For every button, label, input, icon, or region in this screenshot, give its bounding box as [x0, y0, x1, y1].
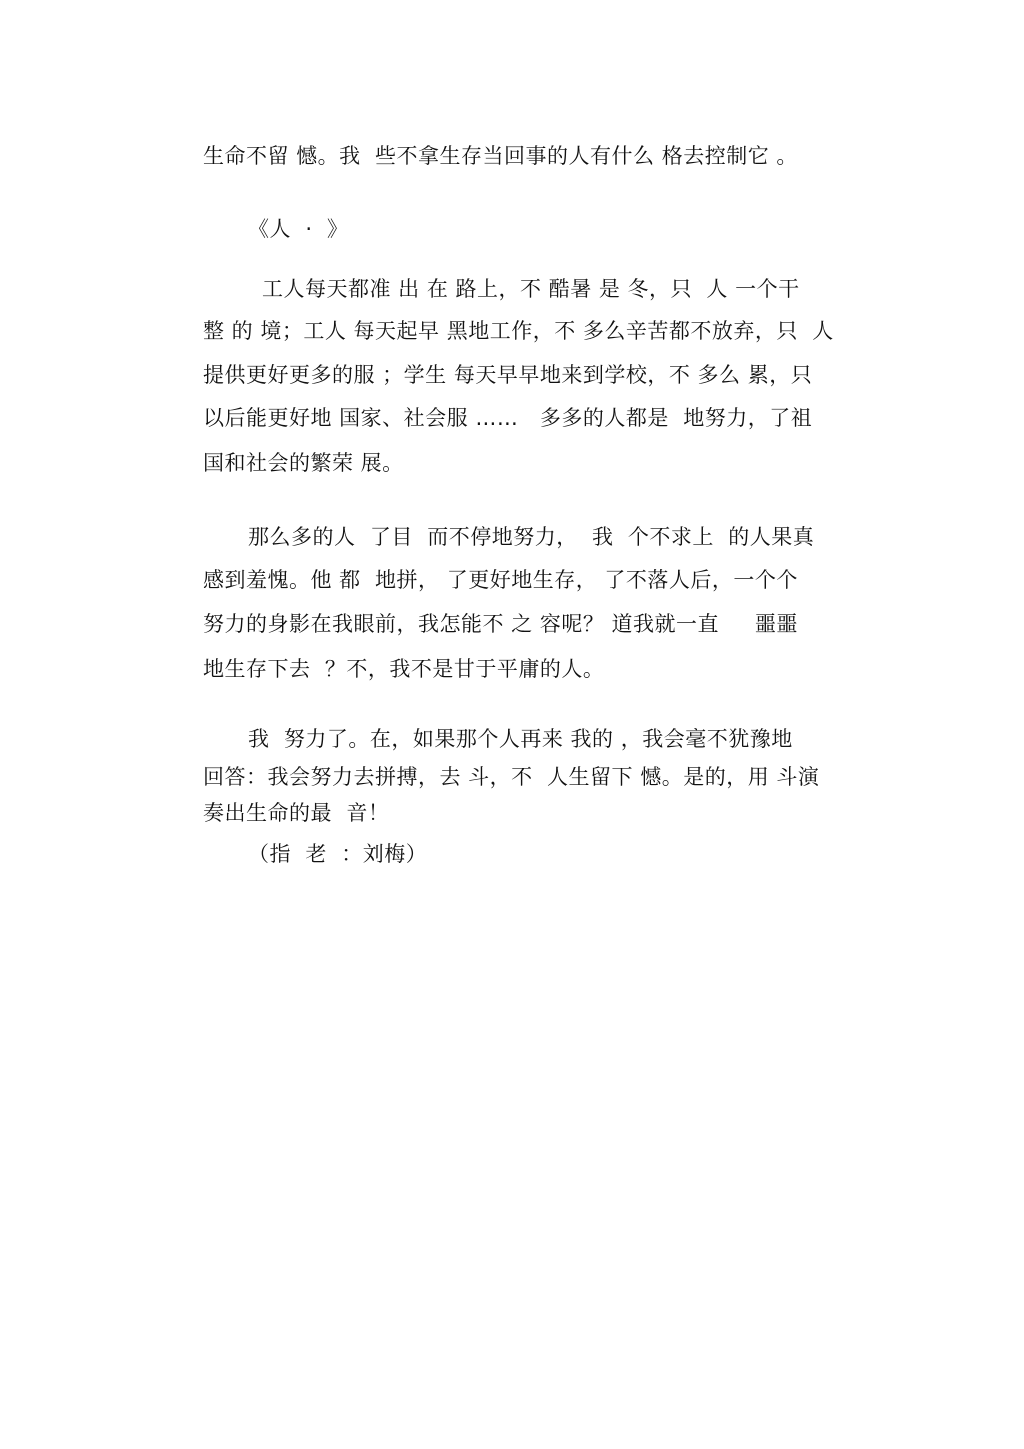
text-line-3: 工人每天都准 出 在 路上，不 酷暑 是 冬，只 人 一个干 [262, 277, 800, 301]
text-line-2: 《人 · 》 [248, 217, 349, 241]
text-line-7: 国和社会的繁荣 展。 [203, 451, 404, 475]
text-line-5: 提供更好更多的服 ；学生 每天早早地来到学校，不 多么 累，只 [203, 363, 813, 387]
text-line-12: 我 努力了。在，如果那个人再来 我的 ，我会毫不犹豫地 [248, 727, 793, 751]
text-line-1: 生命不留 憾。我 些不拿生存当回事的人有什么 格去控制它 。 [203, 144, 798, 168]
text-line-15: （指 老 ：刘梅） [248, 842, 428, 866]
text-line-8: 那么多的人 了目 而不停地努力， 我 个不求上 的人果真 [248, 525, 815, 549]
text-line-10: 努力的身影在我眼前，我怎能不 之 容呢？ 道我就一直 噩噩 [203, 612, 798, 636]
text-line-13: 回答：我会努力去拼搏，去 斗，不 人生留下 憾。是的，用 斗演 [203, 765, 820, 789]
text-line-14: 奏出生命的最 音！ [203, 801, 390, 825]
text-line-11: 地生存下去 ？不，我不是甘于平庸的人。 [203, 657, 605, 681]
text-line-4: 整 的 境；工人 每天起早 黑地工作，不 多么辛苦都不放弃，只 人 [203, 319, 834, 343]
text-line-9: 感到羞愧。他 都 地拼， 了更好地生存， 了不落人后，一个个 [203, 568, 798, 592]
text-line-6: 以后能更好地 国家、社会服 …… 多多的人都是 地努力，了祖 [203, 406, 813, 430]
